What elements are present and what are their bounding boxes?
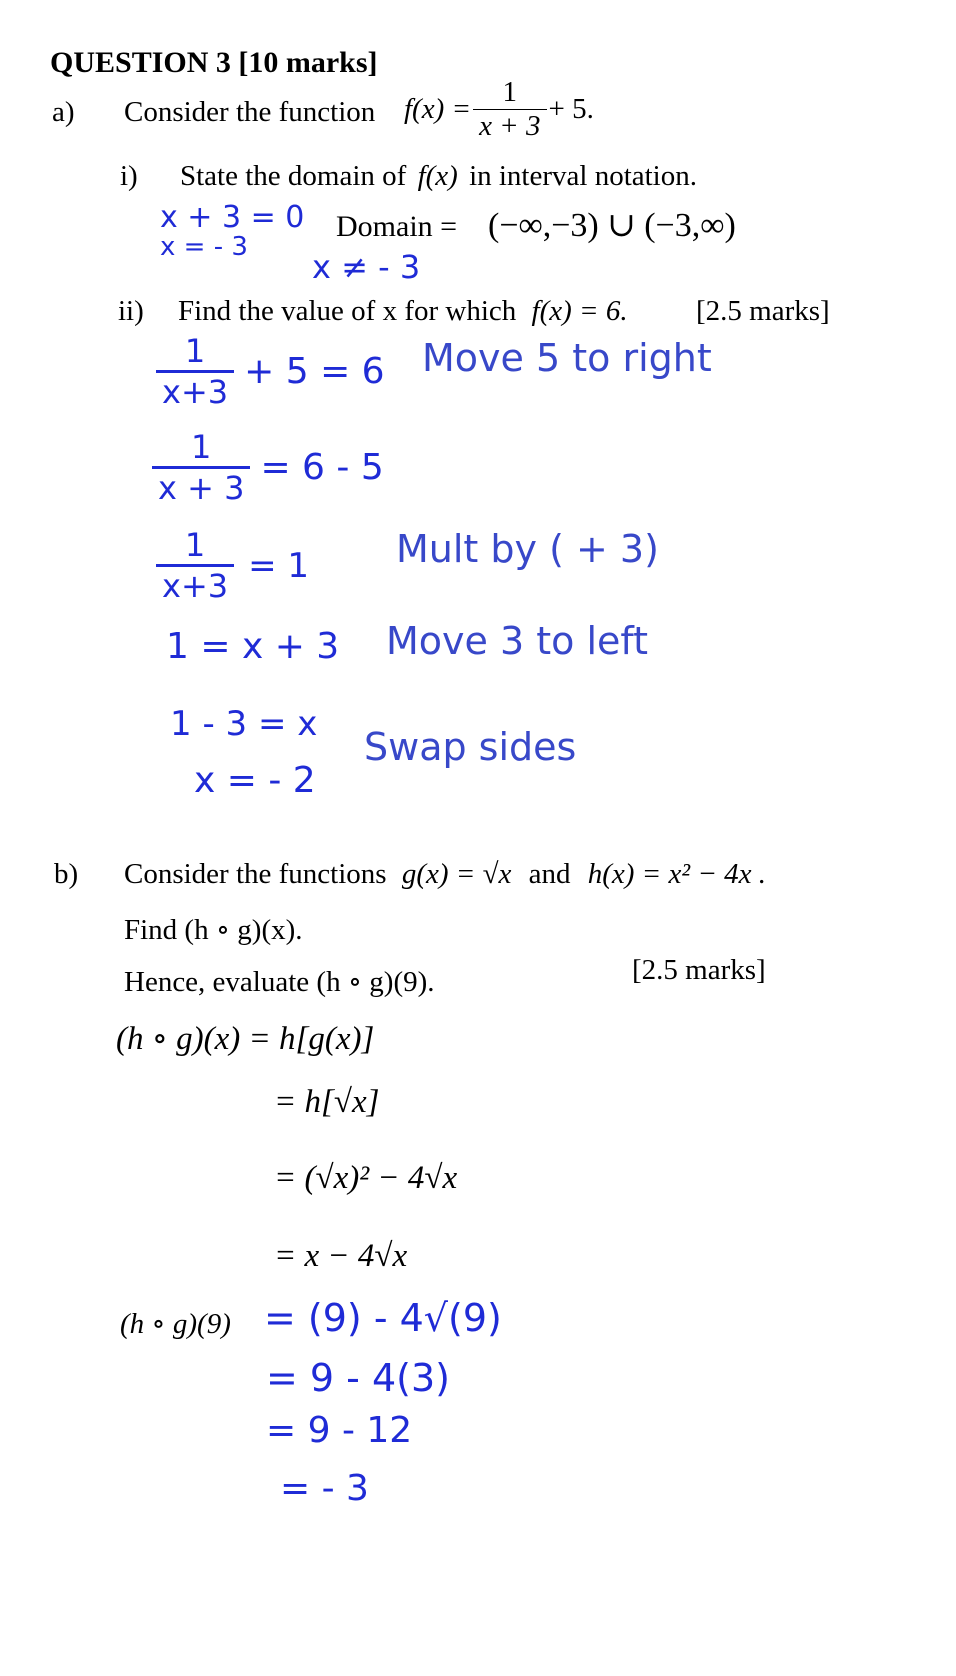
domain-label: Domain =	[336, 210, 458, 243]
step-2-tail: = 6 - 5	[260, 447, 384, 488]
question-heading: QUESTION 3 [10 marks]	[50, 46, 378, 79]
g-definition: g(x) = √x	[401, 858, 512, 890]
function-lhs: f(x) =	[404, 93, 472, 125]
note-mult-by: Mult by ( + 3)	[396, 527, 659, 571]
step-3-denominator: x+3	[156, 564, 234, 605]
intro-text: Consider the functions	[124, 858, 387, 890]
step-3-tail: = 1	[248, 545, 310, 586]
step-2-fraction	[152, 428, 250, 507]
evaluation-answer: = - 3	[280, 1468, 369, 1509]
composition-line-2: = h[√x]	[274, 1084, 380, 1120]
work-x-neq-minus-3: x ≠ - 3	[312, 248, 421, 286]
part-a-label: a)	[52, 96, 75, 128]
step-5: 1 - 3 = x	[170, 704, 318, 744]
step-1-numerator: 1	[184, 332, 206, 370]
note-move-3-left: Move 3 to left	[386, 619, 649, 663]
composition-line-4: = x − 4√x	[274, 1238, 408, 1274]
part-a-ii-prompt	[178, 295, 628, 328]
function-fraction	[473, 76, 546, 143]
prompt-equation: f(x) = 6.	[531, 295, 628, 327]
step-4: 1 = x + 3	[166, 626, 340, 667]
evaluation-step-1: = (9) - 4√(9)	[264, 1296, 502, 1340]
evaluation-step-2: = 9 - 4(3)	[266, 1356, 450, 1400]
part-a-ii-marks: [2.5 marks]	[696, 295, 830, 327]
prompt-text: State the domain of	[180, 160, 407, 192]
part-b-hence: Hence, evaluate (h ∘ g)(9).	[124, 966, 435, 998]
work-x-plus-3-eq-0: x + 3 = 0	[160, 200, 305, 235]
step-1-tail: + 5 = 6	[244, 351, 385, 392]
part-b-find: Find (h ∘ g)(x).	[124, 914, 303, 946]
step-2-numerator: 1	[191, 428, 212, 466]
h-definition: h(x) = x² − 4x .	[587, 858, 767, 890]
note-swap-sides: Swap sides	[364, 725, 577, 769]
step-6-answer: x = - 2	[194, 760, 316, 801]
work-x-eq-minus-3: x = - 3	[160, 232, 248, 262]
prompt-fx: f(x)	[417, 160, 458, 192]
evaluation-step-3: = 9 - 12	[266, 1410, 413, 1451]
prompt-text: Find the value of x for which	[178, 295, 517, 327]
function-f-definition	[404, 76, 594, 143]
part-a-intro: Consider the function	[124, 96, 376, 128]
step-3	[156, 526, 309, 605]
step-2	[152, 428, 384, 507]
step-1	[156, 332, 385, 411]
composition-line-3: = (√x)² − 4√x	[274, 1160, 458, 1196]
step-3-numerator: 1	[184, 526, 206, 564]
part-b-marks: [2.5 marks]	[632, 954, 766, 986]
step-2-denominator: x + 3	[152, 466, 250, 507]
part-a-i-prompt	[180, 160, 697, 193]
composition-line-1: (h ∘ g)(x) = h[g(x)]	[116, 1021, 375, 1057]
domain-value: (−∞,−3) ∪ (−3,∞)	[488, 207, 736, 244]
step-1-fraction	[156, 332, 234, 411]
step-3-fraction	[156, 526, 234, 605]
fraction-denominator: x + 3	[473, 109, 546, 143]
part-b-intro	[124, 858, 766, 891]
and-text: and	[528, 858, 571, 890]
evaluation-lhs: (h ∘ g)(9)	[120, 1308, 231, 1340]
step-1-denominator: x+3	[156, 370, 234, 411]
prompt-text-end: in interval notation.	[469, 160, 697, 192]
note-move-5-right: Move 5 to right	[422, 336, 712, 380]
part-b-label: b)	[54, 858, 79, 890]
function-tail: + 5.	[548, 93, 594, 125]
fraction-numerator: 1	[502, 76, 518, 108]
part-a-ii-label: ii)	[118, 295, 144, 327]
part-a-i-label: i)	[120, 160, 138, 192]
